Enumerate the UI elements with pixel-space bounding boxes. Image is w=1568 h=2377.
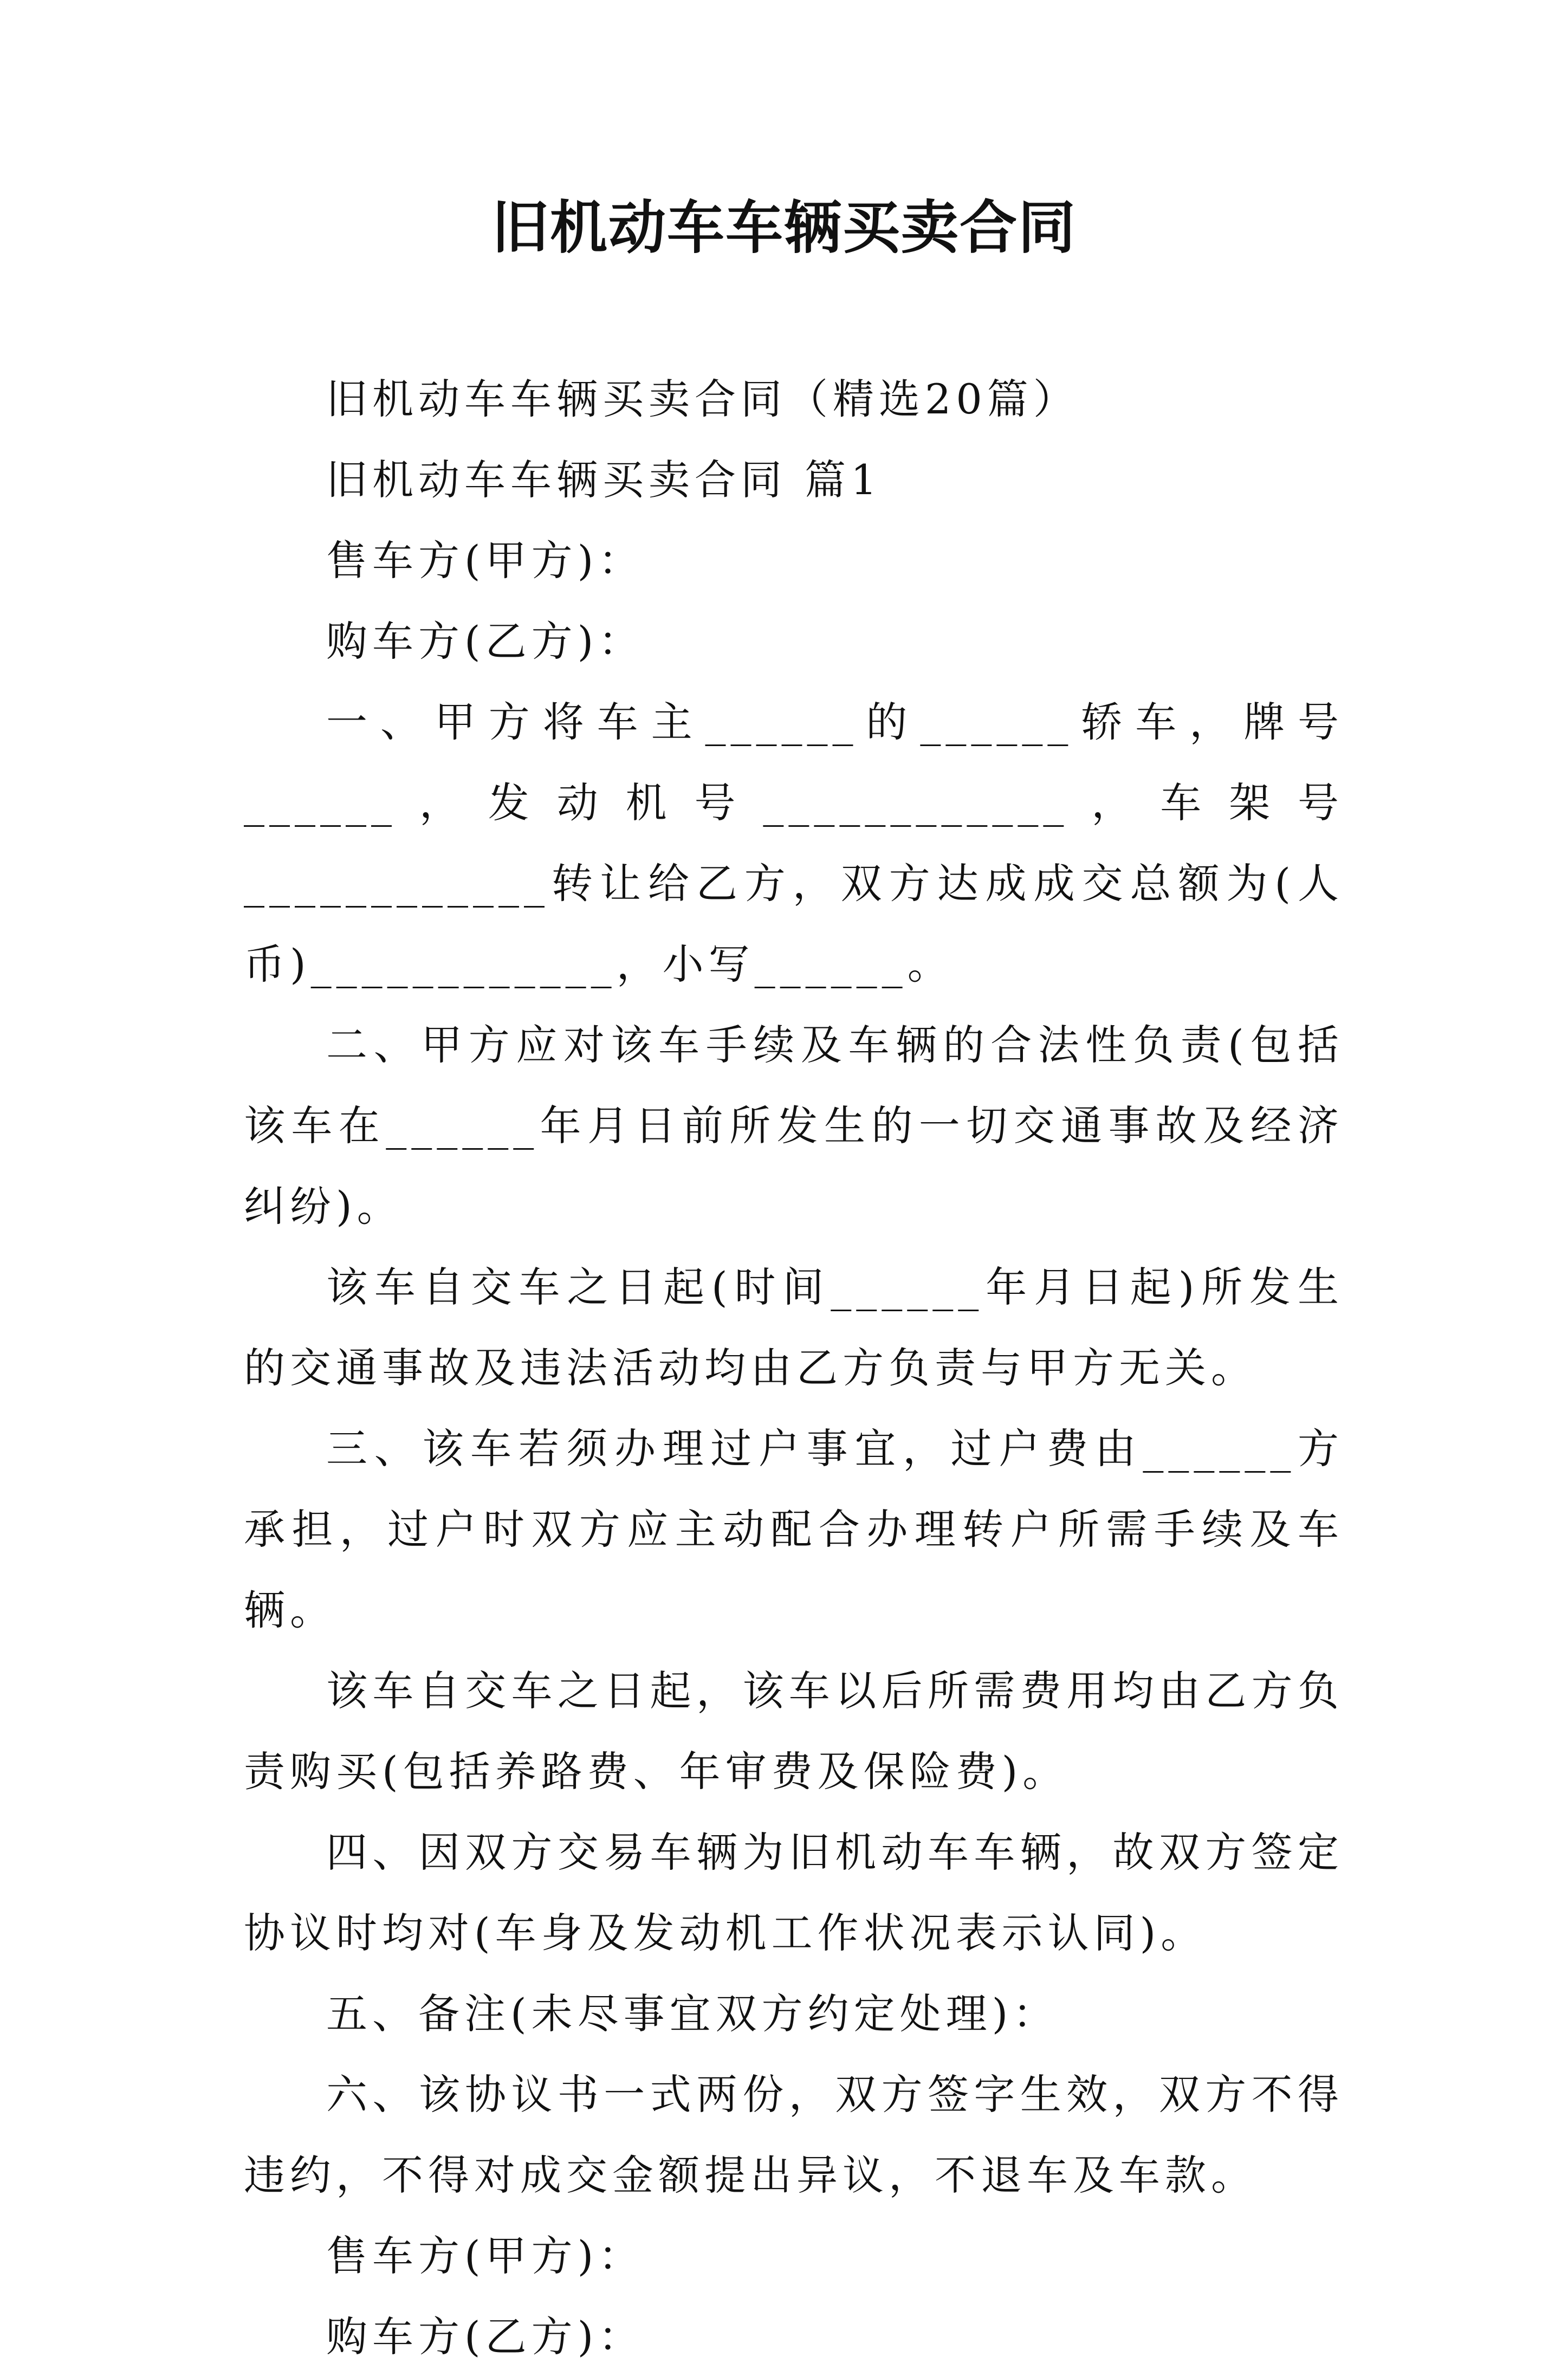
- clause-1: 一、甲方将车主______的______轿车，牌号______，发动机号____________，车架号____________转让给乙方，双方达成成交总额为(人币)____________，小写______。: [244, 698, 1344, 988]
- clause-3-note: 该车自交车之日起，该车以后所需费用均由乙方负责购买(包括养路费、年审费及保险费)。: [244, 1667, 1344, 1796]
- document-body: [244, 359, 1344, 2377]
- clause-5: 五、备注(未尽事宜双方约定处理)：: [326, 1990, 1059, 2038]
- document-title: 旧机动车车辆买卖合同: [491, 193, 1077, 261]
- seller-label: 售车方(甲方)：: [326, 536, 645, 585]
- clause-4: 四、因双方交易车辆为旧机动车车辆，故双方签定协议时均对(车身及发动机工作状况表示认同)。: [244, 1828, 1344, 1957]
- buyer-signature-label: 购车方(乙方)：: [326, 2313, 645, 2361]
- clause-3: 三、该车若须办理过户事宜，过户费由______方承担，过户时双方应主动配合办理转户所需手续及车辆。: [244, 1424, 1344, 1634]
- subtitle-selection: 旧机动车车辆买卖合同（精选20篇）: [326, 375, 1079, 423]
- clause-6: 六、该协议书一式两份，双方签字生效，双方不得违约，不得对成交金额提出异议，不退车及车款。: [244, 2070, 1344, 2199]
- clause-2: 二、甲方应对该车手续及车辆的合法性负责(包括该车在______年月日前所发生的一切交通事故及经济纠纷)。: [244, 1021, 1344, 1230]
- clause-2-note: 该车自交车之日起(时间______年月日起)所发生的交通事故及违法活动均由乙方负责与甲方无关。: [244, 1263, 1344, 1392]
- section-heading: 旧机动车车辆买卖合同 篇1: [326, 456, 882, 504]
- buyer-label: 购车方(乙方)：: [326, 617, 645, 665]
- seller-signature-label: 售车方(甲方)：: [326, 2232, 645, 2280]
